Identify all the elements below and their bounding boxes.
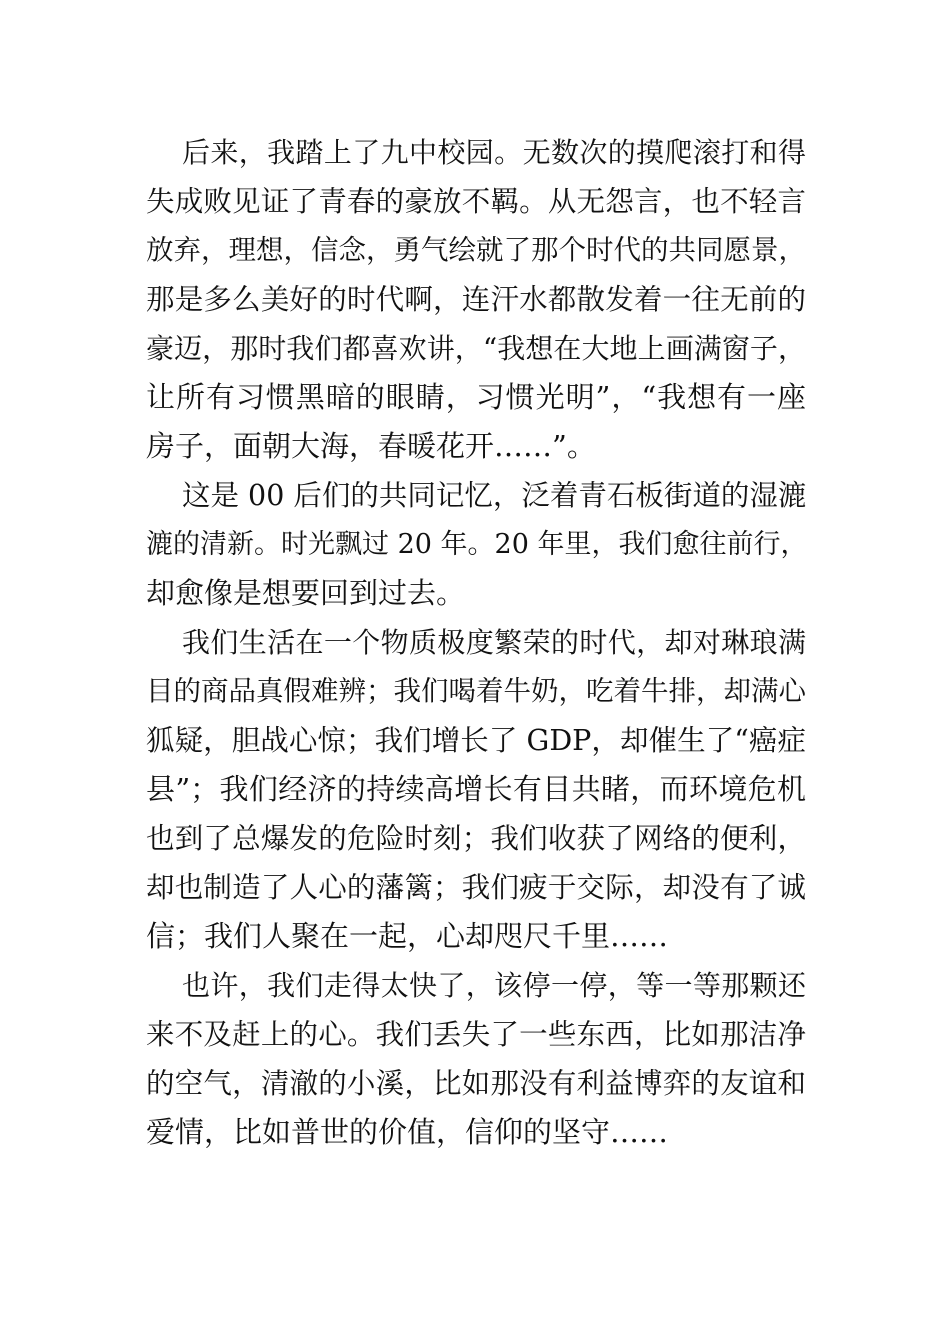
paragraph-3 bbox=[146, 618, 806, 961]
paragraph-line: 却愈像是想要回到过去。 bbox=[146, 576, 466, 610]
document-body bbox=[146, 128, 806, 1157]
paragraph-line: 来不及赶上的心。我们丢失了一些东西，比如那洁净 bbox=[146, 1018, 806, 1051]
paragraph-line: 那是多么美好的时代啊，连汗水都散发着一往无前的 bbox=[146, 283, 806, 316]
paragraph-line: 失成败见证了青春的豪放不羁。从无怨言，也不轻言 bbox=[146, 185, 806, 218]
paragraph-line: 狐疑，胆战心惊；我们增长了 GDP，却催生了“癌症 bbox=[146, 724, 806, 757]
paragraph-line: 目的商品真假难辨；我们喝着牛奶，吃着牛排，却满心 bbox=[146, 675, 806, 707]
paragraph-1 bbox=[146, 128, 806, 471]
paragraph-line: 豪迈，那时我们都喜欢讲，“我想在大地上画满窗子， bbox=[146, 332, 806, 365]
paragraph-line: 这是 00 后们的共同记忆，泛着青石板街道的湿漉 bbox=[182, 479, 807, 512]
paragraph-line: 让所有习惯黑暗的眼睛，习惯光明”，“我想有一座 bbox=[146, 380, 806, 414]
paragraph-line: 后来，我踏上了九中校园。无数次的摸爬滚打和得 bbox=[182, 136, 806, 169]
paragraph-line: 漉的清新。时光飘过 20 年。20 年里，我们愈往前行， bbox=[146, 529, 808, 560]
paragraph-line: 也许，我们走得太快了，该停一停，等一等那颗还 bbox=[182, 969, 806, 1002]
paragraph-line: 却也制造了人心的藩篱；我们疲于交际，却没有了诚 bbox=[146, 871, 806, 904]
paragraph-4 bbox=[146, 961, 806, 1157]
paragraph-line: 县”；我们经济的持续高增长有目共睹，而环境危机 bbox=[146, 772, 806, 806]
paragraph-line: 也到了总爆发的危险时刻；我们收获了网络的便利， bbox=[146, 822, 806, 855]
paragraph-line: 信；我们人聚在一起，心却咫尺千里…… bbox=[146, 919, 669, 953]
paragraph-line: 放弃，理想，信念，勇气绘就了那个时代的共同愿景， bbox=[146, 234, 806, 266]
paragraph-2 bbox=[146, 471, 806, 618]
paragraph-line: 的空气，清澈的小溪，比如那没有利益博弈的友谊和 bbox=[146, 1067, 806, 1100]
paragraph-line: 房子，面朝大海，春暖花开……”。 bbox=[146, 429, 596, 463]
paragraph-line: 爱情，比如普世的价值，信仰的坚守…… bbox=[146, 1115, 669, 1149]
paragraph-line: 我们生活在一个物质极度繁荣的时代，却对琳琅满 bbox=[182, 626, 806, 659]
